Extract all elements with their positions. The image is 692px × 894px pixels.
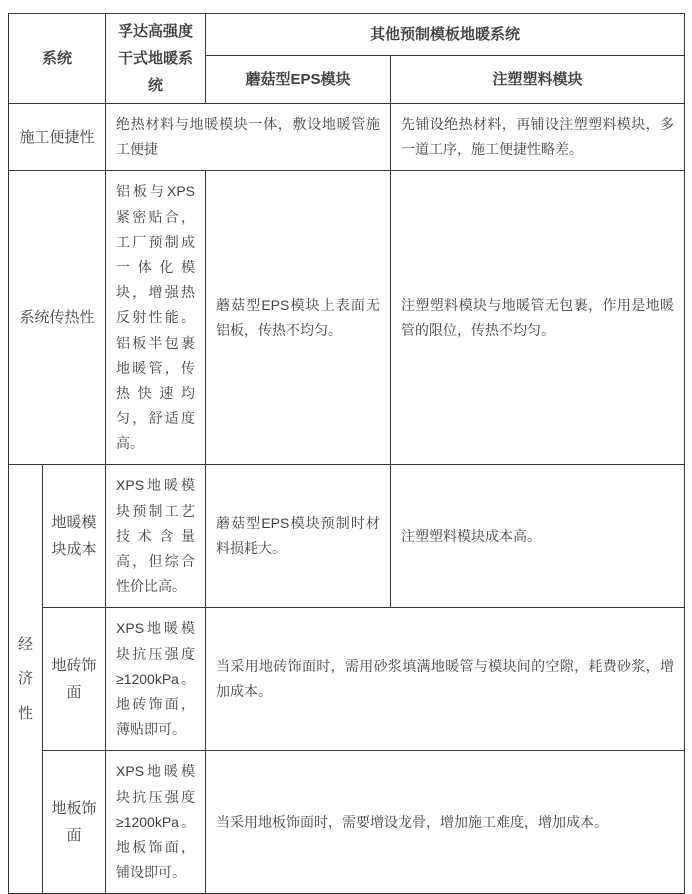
comparison-table xyxy=(8,13,685,894)
economy-vertical-label: 经济性 xyxy=(17,635,33,722)
cell-heat-eps: 蘑菇型EPS模块上表面无铝板，传热不均匀。 xyxy=(206,171,391,465)
table-row xyxy=(9,751,685,894)
row-label-floor-finish: 地板饰面 xyxy=(43,751,106,894)
header-plastic-module: 注塑塑料模块 xyxy=(391,55,685,103)
header-system: 系统 xyxy=(9,14,106,104)
header-fuda-system: 孚达高强度干式地暖系统 xyxy=(106,14,206,104)
cell-floor-finish-other: 当采用地板饰面时，需要增设龙骨，增加施工难度，增加成本。 xyxy=(206,751,685,894)
header-eps-module: 蘑菇型EPS模块 xyxy=(206,55,391,103)
cell-heat-plastic: 注塑塑料模块与地暖管无包裹，作用是地暖管的限位，传热不均匀。 xyxy=(391,171,685,465)
cell-tile-finish-other: 当采用地砖饰面时，需用砂浆填满地暖管与模块间的空隙，耗费砂浆，增加成本。 xyxy=(206,608,685,751)
cell-floor-finish-fuda: XPS地暖模块抗压强度≥1200kPa。地板饰面，铺设即可。 xyxy=(106,751,206,894)
row-label-heat-transfer: 系统传热性 xyxy=(9,171,106,465)
cell-module-cost-plastic: 注塑塑料模块成本高。 xyxy=(391,465,685,608)
table-row xyxy=(9,104,685,171)
cell-module-cost-eps: 蘑菇型EPS模块预制时材料损耗大。 xyxy=(206,465,391,608)
table-row xyxy=(9,465,685,608)
table-row xyxy=(9,171,685,465)
row-label-tile-finish: 地砖饰面 xyxy=(43,608,106,751)
cell-construction-plastic: 先铺设绝热材料，再铺设注塑塑料模块，多一道工序，施工便捷性略差。 xyxy=(391,104,685,171)
cell-heat-fuda: 铝板与XPS紧密贴合，工厂预制成一体化模块，增强热反射性能。铝板半包裹地暖管，传热快速均匀，舒适度高。 xyxy=(106,171,206,465)
header-other-systems-group: 其他预制模板地暖系统 xyxy=(206,14,685,56)
cell-module-cost-fuda: XPS地暖模块预制工艺技术含量高，但综合性价比高。 xyxy=(106,465,206,608)
cell-tile-finish-fuda: XPS地暖模块抗压强度≥1200kPa。地砖饰面，薄贴即可。 xyxy=(106,608,206,751)
table-row xyxy=(9,608,685,751)
cell-construction-fuda-eps: 绝热材料与地暖模块一体，敷设地暖管施工便捷 xyxy=(106,104,391,171)
row-label-construction: 施工便捷性 xyxy=(9,104,106,171)
row-group-label-economy xyxy=(9,465,43,894)
row-label-module-cost: 地暖模块成本 xyxy=(43,465,106,608)
